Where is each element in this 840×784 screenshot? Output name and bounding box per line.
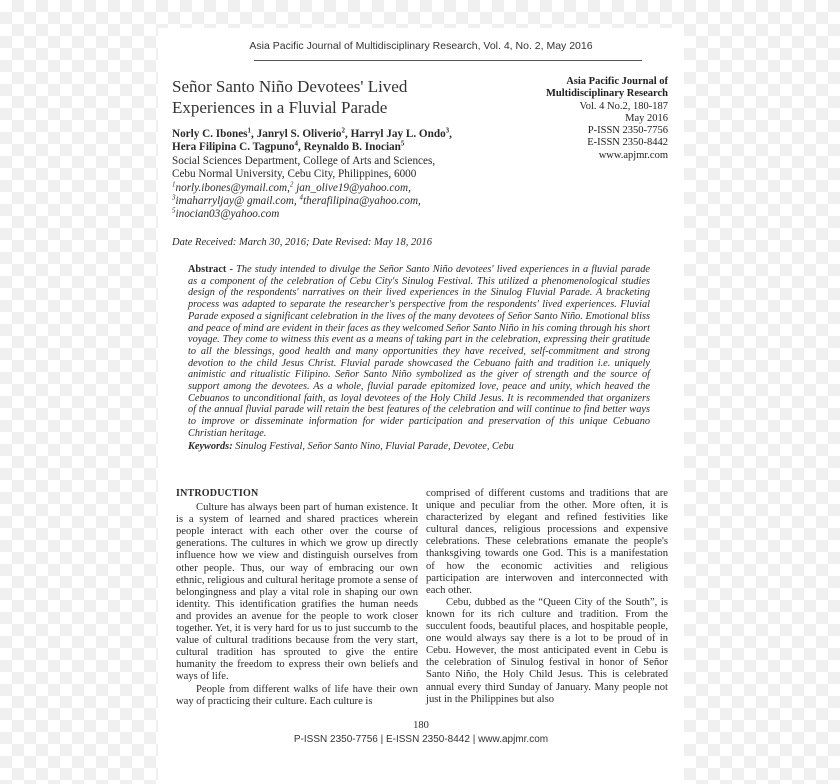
- email-2[interactable]: jan_olive19@yahoo.com,: [296, 181, 411, 194]
- section-heading: INTRODUCTION: [176, 488, 259, 499]
- date-received: Date Received: March 30, 2016; Date Revised: May 18, 2016: [172, 237, 432, 248]
- abstract: [188, 264, 650, 452]
- page-number: 180: [413, 720, 429, 731]
- page-footer: P-ISSN 2350-7756 | E-ISSN 2350-8442 | www.apjmr.com: [293, 734, 549, 745]
- email-5[interactable]: inocian03@yahoo.com: [175, 208, 280, 221]
- author-5-sup: 5: [400, 139, 405, 148]
- journal-name-line1: Asia Pacific Journal of: [566, 76, 668, 87]
- author-4: Hera Filipina C. Tagpuno: [172, 141, 295, 154]
- journal-eissn: E-ISSN 2350-8442: [587, 137, 668, 149]
- email-2-sup: 2: [289, 179, 294, 188]
- intro-paragraph-4: Cebu, dubbed as the “Queen City of the South”, is known for its rich culture and tradition. From the succulent foods, beautiful places, and hospitable people, one would always say there is a lot to be proud of in Cebu. However, the most anticipated event in Cebu is the celebration of Sinulog festival in honor of Señor Santo Niño, the Holy Child Jesus. This is celebrated annual every third Sunday of January. Many people not just in the Philippines but also: [426, 596, 668, 705]
- author-names-line1: Norly C. Ibones$^1$, Janryl S. Oliverio$^2$, Harryl Jay L. Ondo$^3$,: [172, 126, 452, 140]
- affiliation-univ: Cebu Normal University, Cebu City, Philippines, 6000: [172, 168, 417, 181]
- author-block: [172, 128, 552, 222]
- author-3-sup: 3: [445, 126, 450, 135]
- paper-page: [158, 28, 684, 784]
- author-1: Norly C. Ibones: [172, 128, 248, 140]
- intro-paragraph-3: comprised of different customs and traditions that are unique and peculiar from the other. More often, it is characterized by elegant and refined festivities like cultural dances, religious processions and expensive celebrations. These celebrations emanate the people's thanksgiving towards one God. This is a manifestation of how the economic activities and religious participation are interwoven and interconnected with each other.: [426, 488, 668, 596]
- column-right: [426, 488, 668, 706]
- email-3-sup: 3: [172, 193, 176, 202]
- author-4-sup: 4: [294, 139, 298, 148]
- email-3[interactable]: imaharryljay@ gmail.com,: [175, 195, 297, 208]
- email-line3: [172, 208, 552, 221]
- journal-url[interactable]: www.apjmr.com: [598, 149, 668, 161]
- author-1-sup: 1: [247, 126, 252, 135]
- email-1-sup: 1: [172, 179, 176, 188]
- header-rule: [254, 60, 642, 61]
- abstract-text: The study intended to divulge the Señor Santo Niño devotees' lived experiences in a fluvial parade as a component of the celebration of Cebu City's Sinulog Festival. This utilized a phenomenological studies design of the respondents' narratives on their lived experiences in the Sinulog Fluvial Parade. A bracketing process was adapted to separate the researcher's perspective from the respondents' lived experiences. Fluvial Parade exposed a significant celebration in the lives of the many devotees of Señor Santo Niño. Emotional bliss and peace of mind are evident in their faces as they welcomed Señor Santo Niño in his coming through his short voyage. They come to witness this event as a means of taking part in the celebration, expressing their gratitude to all the blessings, good health and many opportunities they have received, self-commitment and strong devotion to the child Jesus Christ. Fluvial parade showcased the Cebuano faith and tradition i.e. uniquely animistic and ritualistic Filipino. Señor Santo Niño symbolized as the giver of strength and the source of support among the devotees. As a whole, fluvial parade epitomized love, peace and unity, which heaved the Cebuanos to unconditional faith, as loyal devotees of the Holy Child Jesus. It is recommended that organizers of the annual fluvial parade will retain the best features of the celebration and will continue to find better ways to improve or disseminate information for wider participation and preservation of this unique Cebuano Christian heritage.: [188, 264, 651, 439]
- intro-paragraph-2: People from different walks of life have their own way of practicing their culture. Each culture is: [176, 683, 418, 707]
- journal-name-line2: Multidisciplinary Research: [545, 88, 668, 100]
- column-left: [176, 488, 418, 708]
- journal-date: May 2016: [625, 112, 668, 124]
- author-names-line2: Hera Filipina C. Tagpuno$^4$, Reynaldo B. Inocian$^5$: [172, 139, 405, 154]
- email-line1: [172, 179, 552, 195]
- intro-paragraph-1: Culture has always been part of human existence. It is a system of learned and shared practices wherein people interact with each other over the course of generations. The cultures in which we grow up directly influence how we view and distinguish ourselves from other people. Thus, our way of embracing our own ethnic, religious and cultural heritage promote a sense of belongingness and play a vital role in shaping our own identity. This identification gratifies the human needs and provides an avenue for the people to work closer together. Yet, it is very hard for us to just succumb to the value of cultural traditions because from the very start, cultural tradition has sprouted to give the entire humanity the freedom to express their own beliefs and ways of life.: [176, 502, 418, 683]
- affiliation-dept: Social Sciences Department, College of Arts and Sciences,: [172, 154, 436, 167]
- author-3: Harryl Jay L. Ondo: [350, 128, 446, 140]
- email-1[interactable]: norly.ibones@ymail.com,: [175, 181, 290, 194]
- email-4[interactable]: therafilipina@yahoo.com,: [303, 195, 421, 208]
- paper-title: Señor Santo Niño Devotees' Lived Experiences in a Fluvial Parade: [172, 77, 408, 117]
- author-5: Reynaldo B. Inocian: [303, 141, 401, 154]
- running-head: Asia Pacific Journal of Multidisciplinary Research, Vol. 4, No. 2, May 2016: [249, 40, 593, 52]
- journal-pissn: P-ISSN 2350-7756: [587, 125, 668, 137]
- keywords-text: Sinulog Festival, Señor Santo Nino, Fluvial Parade, Devotee, Cebu: [235, 440, 514, 452]
- email-4-sup: 4: [299, 193, 304, 202]
- keywords-label: Keywords:: [188, 440, 233, 452]
- journal-volume: Vol. 4 No.2, 180-187: [579, 100, 668, 112]
- abstract-body: [188, 264, 650, 440]
- author-2: Janryl S. Oliverio: [256, 128, 342, 140]
- email-5-sup: 5: [172, 206, 176, 215]
- author-2-sup: 2: [341, 126, 345, 135]
- abstract-label: Abstract -: [188, 264, 233, 275]
- email-line2: [172, 195, 552, 208]
- keywords: [188, 441, 650, 453]
